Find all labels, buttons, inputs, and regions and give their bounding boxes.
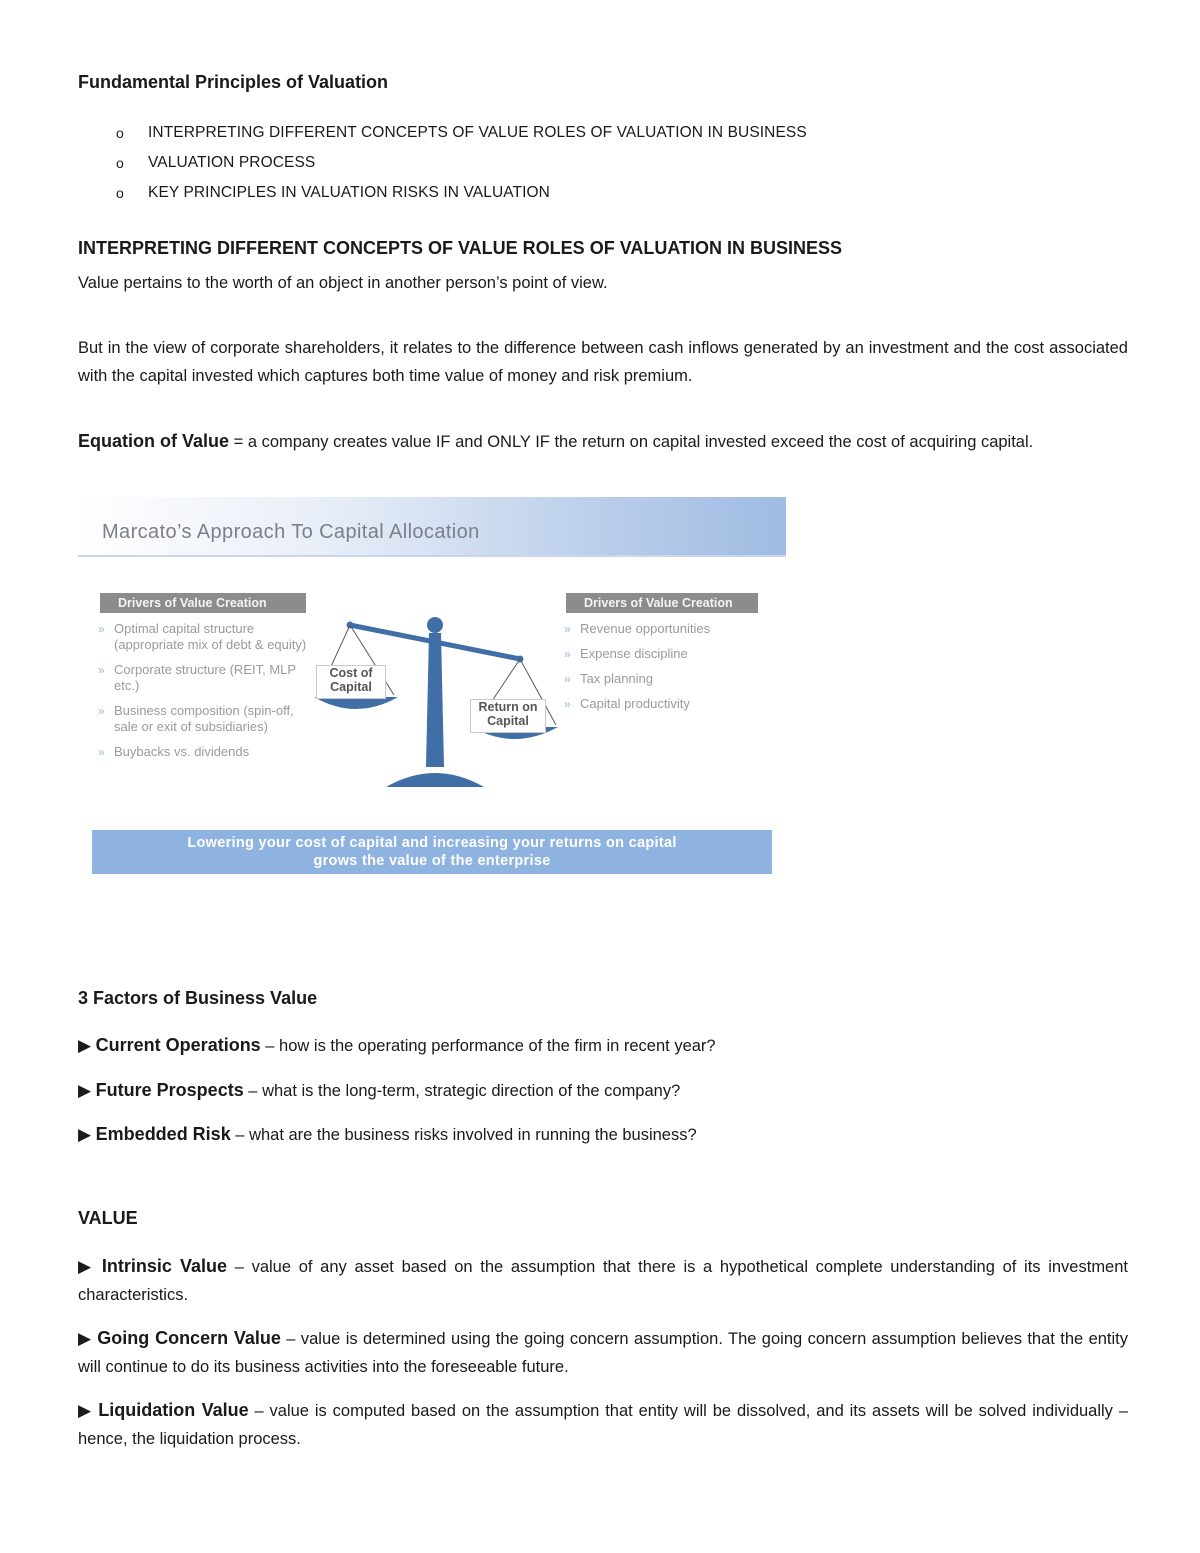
- section-heading-concepts: INTERPRETING DIFFERENT CONCEPTS OF VALUE ROLES OF VALUATION IN BUSINESS: [78, 238, 843, 258]
- paragraph-value-definition: Value pertains to the worth of an object in another person’s point of view.: [78, 274, 608, 292]
- bullet-icon: o: [116, 125, 124, 141]
- triangle-bullet-icon: ▶: [78, 1081, 92, 1100]
- cost-of-capital-label: Cost of Capital: [316, 665, 386, 699]
- list-item: » Business composition (spin-off, sale or exit of subsidiaries): [98, 703, 313, 735]
- factor-item-future-prospects: ▶ Future Prospects – what is the long-term, strategic direction of the company?: [78, 1080, 681, 1100]
- list-item: » Tax planning: [564, 671, 764, 687]
- right-drivers-label: Drivers of Value Creation: [566, 593, 758, 613]
- paragraph-shareholder-view: But in the view of corporate shareholders, it relates to the difference between cash inflows generated by an investment and the cost associated with the capital invested which captures both time value of money and risk premium.: [78, 339, 1128, 385]
- triangle-bullet-icon: ▶: [78, 1329, 92, 1348]
- section-heading-value: VALUE: [78, 1208, 138, 1228]
- document-title: Fundamental Principles of Valuation: [78, 72, 389, 92]
- list-item: » Buybacks vs. dividends: [98, 744, 313, 760]
- equation-term: Equation of Value: [78, 431, 230, 451]
- factor-item-embedded-risk: ▶ Embedded Risk – what are the business risks involved in running the business?: [78, 1124, 697, 1144]
- bullet-icon: o: [116, 155, 124, 171]
- equation-text: = a company creates value IF and ONLY IF the return on capital invested exceed the cost of acquiring capital.: [229, 433, 1034, 451]
- value-item-going-concern: ▶ Going Concern Value – value is determined using the going concern assumption. The going concern assumption believes that the entity will continue to do its business activities into the foreseeable future.: [78, 1328, 1129, 1376]
- left-drivers-list: [98, 621, 313, 769]
- triangle-bullet-icon: ▶: [78, 1257, 95, 1276]
- list-item: » Revenue opportunities: [564, 621, 764, 637]
- triangle-bullet-icon: ▶: [78, 1401, 93, 1420]
- list-item: » Expense discipline: [564, 646, 764, 662]
- paragraph-equation-of-value: [78, 427, 1128, 456]
- figure-banner: [78, 497, 786, 557]
- value-item-liquidation: ▶ Liquidation Value – value is computed based on the assumption that entity will be dissolved, and its assets will be solved individually – hence, the liquidation process.: [78, 1400, 1128, 1448]
- triangle-bullet-icon: ▶: [78, 1125, 92, 1144]
- triangle-bullet-icon: ▶: [78, 1036, 92, 1055]
- value-item-intrinsic: ▶ Intrinsic Value – value of any asset based on the assumption that there is a hypothetical complete understanding of its investment characteristics.: [78, 1256, 1128, 1304]
- list-item: » Optimal capital structure (appropriate mix of debt & equity): [98, 621, 313, 653]
- capital-allocation-figure: [78, 497, 786, 877]
- toc-item: o VALUATION PROCESS: [116, 148, 807, 178]
- toc-item: o KEY PRINCIPLES IN VALUATION RISKS IN VALUATION: [116, 178, 807, 208]
- toc-item: o INTERPRETING DIFFERENT CONCEPTS OF VALUE ROLES OF VALUATION IN BUSINESS: [116, 118, 807, 148]
- figure-footer-banner: Lowering your cost of capital and increasing your returns on capital grows the value of the enterprise: [92, 830, 772, 874]
- toc-list: [116, 118, 807, 208]
- bullet-icon: o: [116, 185, 124, 201]
- factor-item-current-operations: ▶ Current Operations – how is the operating performance of the firm in recent year?: [78, 1035, 716, 1055]
- return-on-capital-label: Return on Capital: [470, 699, 546, 733]
- list-item: » Capital productivity: [564, 696, 764, 712]
- right-drivers-list: [564, 621, 764, 721]
- figure-title: Marcato’s Approach To Capital Allocation: [102, 521, 480, 543]
- list-item: » Corporate structure (REIT, MLP etc.): [98, 662, 313, 694]
- section-heading-factors: 3 Factors of Business Value: [78, 988, 318, 1008]
- left-drivers-label: Drivers of Value Creation: [100, 593, 306, 613]
